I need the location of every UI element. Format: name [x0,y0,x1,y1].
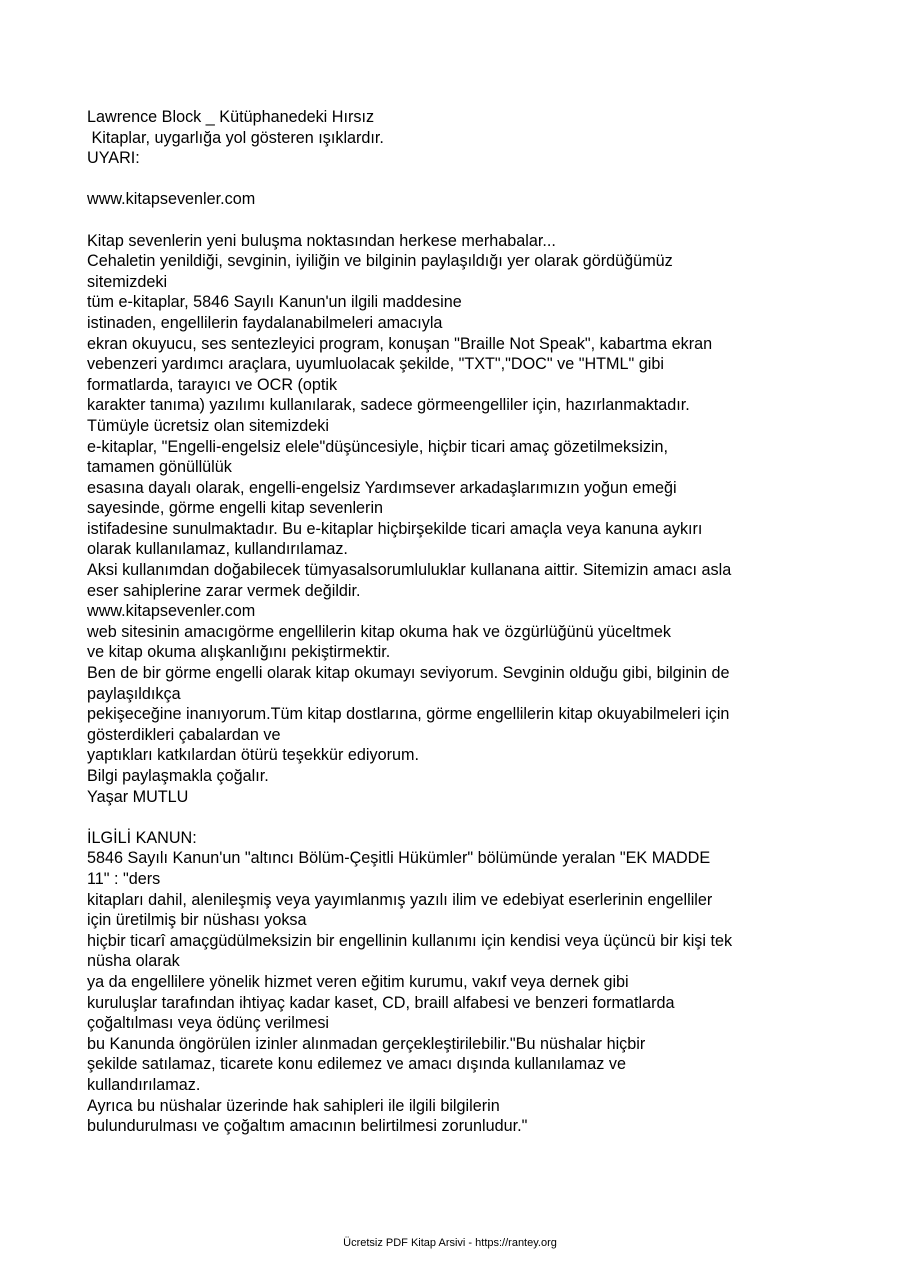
text-line: çoğaltılması veya ödünç verilmesi [87,1014,330,1033]
text-line: kullandırılamaz. [87,1075,201,1094]
text-line: 11" : "ders [87,869,161,888]
page-footer: Ücretsiz PDF Kitap Arsivi - https://rantey.org [343,1237,557,1249]
text-line: ve kitap okuma alışkanlığını pekiştirmektir. [87,643,391,662]
text-line: istinaden, engellilerin faydalanabilmeleri amacıyla [87,313,443,332]
blank-line [87,210,822,231]
text-line: şekilde satılamaz, ticarete konu edilemez ve amacı dışında kullanılamaz ve [87,1055,626,1074]
text-line: tamamen gönüllülük [87,458,232,477]
text-line: karakter tanıma) yazılımı kullanılarak, sadece görmeengelliler için, hazırlanmaktadır. [87,396,690,415]
text-line: nüsha olarak [87,952,180,971]
text-line: sayesinde, görme engelli kitap sevenlerin [87,499,384,518]
text-line: bulundurulması ve çoğaltım amacının belirtilmesi zorunludur." [87,1117,528,1136]
text-line: Yaşar MUTLU [87,787,189,806]
text-line: bu Kanunda öngörülen izinler alınmadan gerçekleştirilebilir."Bu nüshalar hiçbir [87,1034,646,1053]
text-line: www.kitapsevenler.com [87,602,256,621]
text-line: web sitesinin amacıgörme engellilerin kitap okuma hak ve özgürlüğünü yüceltmek [87,622,671,641]
blank-line [87,807,822,828]
text-line: esasına dayalı olarak, engelli-engelsiz Yardımsever arkadaşlarımızın yoğun emeği [87,478,677,497]
text-line: Ayrıca bu nüshalar üzerinde hak sahipleri ile ilgili bilgilerin [87,1096,500,1115]
text-line: İLGİLİ KANUN: [87,828,197,847]
text-line: eser sahiplerine zarar vermek değildir. [87,581,361,600]
text-line: hiçbir ticarî amaçgüdülmeksizin bir engellinin kullanımı için kendisi veya üçüncü bir kişi tek [87,931,733,950]
text-line: Tümüyle ücretsiz olan sitemizdeki [87,416,329,435]
text-line: Cehaletin yenildiği, sevginin, iyiliğin ve bilginin paylaşıldığı yer olarak gördüğümüz [87,252,673,271]
text-line: Aksi kullanımdan doğabilecek tümyasalsorumluluklar kullanana aittir. Sitemizin amacı asla [87,561,732,580]
text-line: Kitaplar, uygarlığa yol gösteren ışıklardır. [87,128,384,147]
text-line: pekişeceğine inanıyorum.Tüm kitap dostlarına, görme engellilerin kitap okuyabilmeleri için [87,705,730,724]
text-line: kuruluşlar tarafından ihtiyaç kadar kaset, CD, braill alfabesi ve benzeri formatlarda [87,993,675,1012]
text-line: ya da engellilere yönelik hizmet veren eğitim kurumu, vakıf veya dernek gibi [87,972,629,991]
text-line: paylaşıldıkça [87,684,181,703]
text-line: kitapları dahil, alenileşmiş veya yayımlanmış yazılı ilim ve edebiyat eserlerinin engelliler [87,890,713,909]
text-line: tüm e-kitaplar, 5846 Sayılı Kanun'un ilgili maddesine [87,293,462,312]
text-line: 5846 Sayılı Kanun'un "altıncı Bölüm-Çeşitli Hükümler" bölümünde yeralan "EK MADDE [87,849,711,868]
text-line: Ben de bir görme engelli olarak kitap okumayı seviyorum. Sevginin olduğu gibi, bilginin de [87,664,730,683]
text-line: vebenzeri yardımcı araçlara, uyumluolacak şekilde, "TXT","DOC" ve "HTML" gibi [87,355,664,374]
text-line: UYARI: [87,149,140,168]
text-line: Kitap sevenlerin yeni buluşma noktasından herkese merhabalar... [87,231,556,250]
text-line: Lawrence Block _ Kütüphanedeki Hırsız [87,108,375,126]
document-body [87,107,822,1137]
text-line: olarak kullanılamaz, kullandırılamaz. [87,540,348,559]
text-line: Bilgi paylaşmakla çoğalır. [87,767,269,785]
text-line: formatlarda, tarayıcı ve OCR (optik [87,375,338,394]
text-line: www.kitapsevenler.com [87,190,256,209]
blank-line [87,169,822,190]
text-line: e-kitaplar, "Engelli-engelsiz elele"düşüncesiyle, hiçbir ticari amaç gözetilmeksizin, [87,437,669,456]
text-line: yaptıkları katkılardan ötürü teşekkür ediyorum. [87,746,419,765]
text-line: için üretilmiş bir nüshası yoksa [87,911,307,930]
text-line: ekran okuyucu, ses sentezleyici program, konuşan "Braille Not Speak", kabartma ekran [87,334,713,353]
text-line: istifadesine sunulmaktadır. Bu e-kitaplar hiçbirşekilde ticari amaçla veya kanuna aykırı [87,519,703,538]
text-line: gösterdikleri çabalardan ve [87,725,281,744]
text-line: sitemizdeki [87,272,168,291]
